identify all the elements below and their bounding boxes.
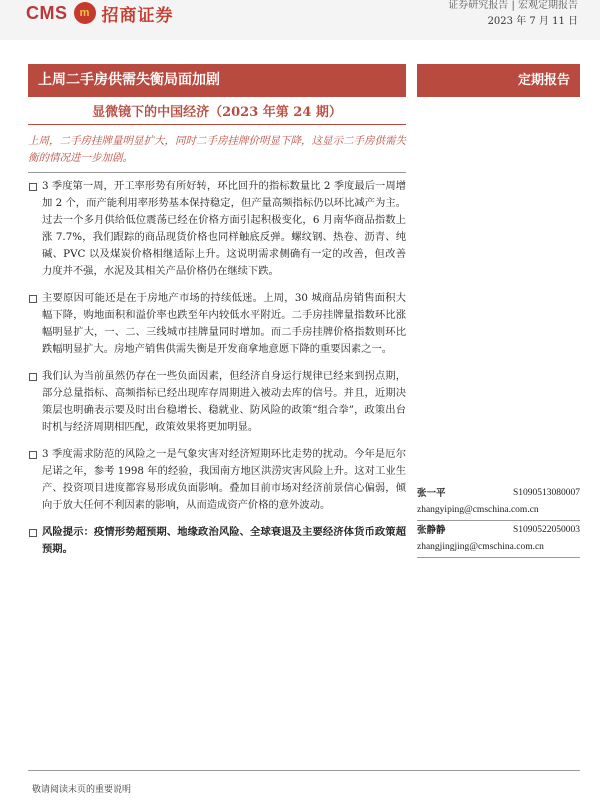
bullet-item xyxy=(28,446,406,514)
analyst-panel xyxy=(417,485,580,559)
key-points xyxy=(28,178,406,568)
brand-latin: CMS xyxy=(26,2,68,23)
analyst-email[interactable]: zhangjingjing@cmschina.com.cn xyxy=(417,542,544,552)
bullet-text: 我们认为当前虽然仍存在一些负面因素，但经济自身运行规律已经来到拐点期，部分总量指标、高频指标已经出现库存周期进入被动去库的信号。并且，近期决策层也明确表示要及时出台稳增长、稳就业、防风险的政策“组合拳”，政策出台时机与经济周期相匹配，政策效果将更加明显。 xyxy=(42,370,406,433)
bullet-text: 3 季度需求防范的风险之一是气象灾害对经济短期环比走势的扰动。今年是厄尔尼诺之年，参考 1998 年的经验，我国南方地区洪涝灾害风险上升。这对工业生产、投资项目进度都容易形成负面影响。叠加目前市场对经济前景信心偏弱，倾向于放大任何不利因素的影响，从而造成资产价格的意外波动。 xyxy=(42,448,406,511)
bullet-item xyxy=(28,178,406,280)
analyst-name: 张一平 xyxy=(417,488,446,499)
report-category: 定期报告 xyxy=(417,64,580,97)
footer-note: 敬请阅读末页的重要说明 xyxy=(32,785,132,795)
risk-text: 风险提示：疫情形势超预期、地缘政治风险、全球衰退及主要经济体货币政策超预期。 xyxy=(42,526,406,555)
analyst-id: S1090522050003 xyxy=(512,525,580,535)
brand-chinese: 招商证券 xyxy=(101,5,174,26)
bullet-text: 3 季度第一周，开工率形势有所好转，环比回升的指标数量比 2 季度最后一周增加 2 个，而产能利用率形势基本保持稳定，但产量高频指标仍以环比减产为主。过去一个多月供给低位震荡已经在价格方面引起积极变化，6 月南华商品指数上涨 7.7%，我们跟踪的商品现货价格也同样触底反弹。螺纹钢、热卷、沥青、纯碱、PVC 以及煤炭价格相继适际上升。这说明需求侧确有一定的改善，但改善力度并不强，水泥及其相关产品价格仍在继续下跌。 xyxy=(42,180,406,277)
analyst-row xyxy=(417,485,580,502)
report-subtitle: 显微镜下的中国经济（2023 年第 24 期） xyxy=(92,105,342,120)
bullet-square-icon xyxy=(29,451,37,459)
analyst-id: S1090513080007 xyxy=(512,488,580,498)
footer-divider xyxy=(28,770,580,771)
bullet-square-icon xyxy=(29,529,37,537)
bullet-square-icon xyxy=(29,373,37,381)
divider xyxy=(28,124,406,125)
bullet-square-icon xyxy=(29,295,37,303)
report-type: 证券研究报告 | 宏观定期报告 xyxy=(448,0,578,11)
summary-paragraph: 上周，二手房挂牌量明显扩大，同时二手房挂牌价明显下降，这显示二手房供需失衡的情况进一步加剧。 xyxy=(28,135,406,164)
bullet-item xyxy=(28,290,406,358)
bullet-square-icon xyxy=(29,183,37,191)
page-title: 上周二手房供需失衡局面加剧 xyxy=(28,64,406,97)
risk-warning xyxy=(28,524,406,558)
brand-emblem-icon: m xyxy=(74,2,96,24)
report-date: 2023 年 7 月 11 日 xyxy=(487,16,578,27)
divider xyxy=(28,172,406,173)
bullet-item xyxy=(28,368,406,436)
bullet-text: 主要原因可能还是在于房地产市场的持续低迷。上周，30 城商品房销售面积大幅下降，购地面积和溢价率也跌至年内较低水平附近。二手房挂牌量指数环比涨幅明显扩大，一、二、三线城市挂牌量同时增加。而二手房挂牌价格指数则环比跌幅明显扩大。房地产销售供需失衡是开发商拿地意愿下降的重要因素之一。 xyxy=(42,292,406,355)
analyst-name: 张静静 xyxy=(417,525,446,536)
analyst-row xyxy=(417,522,580,539)
analyst-email[interactable]: zhangyiping@cmschina.com.cn xyxy=(417,505,539,515)
divider xyxy=(417,557,580,558)
brand-logo xyxy=(26,0,174,26)
divider xyxy=(417,520,580,521)
